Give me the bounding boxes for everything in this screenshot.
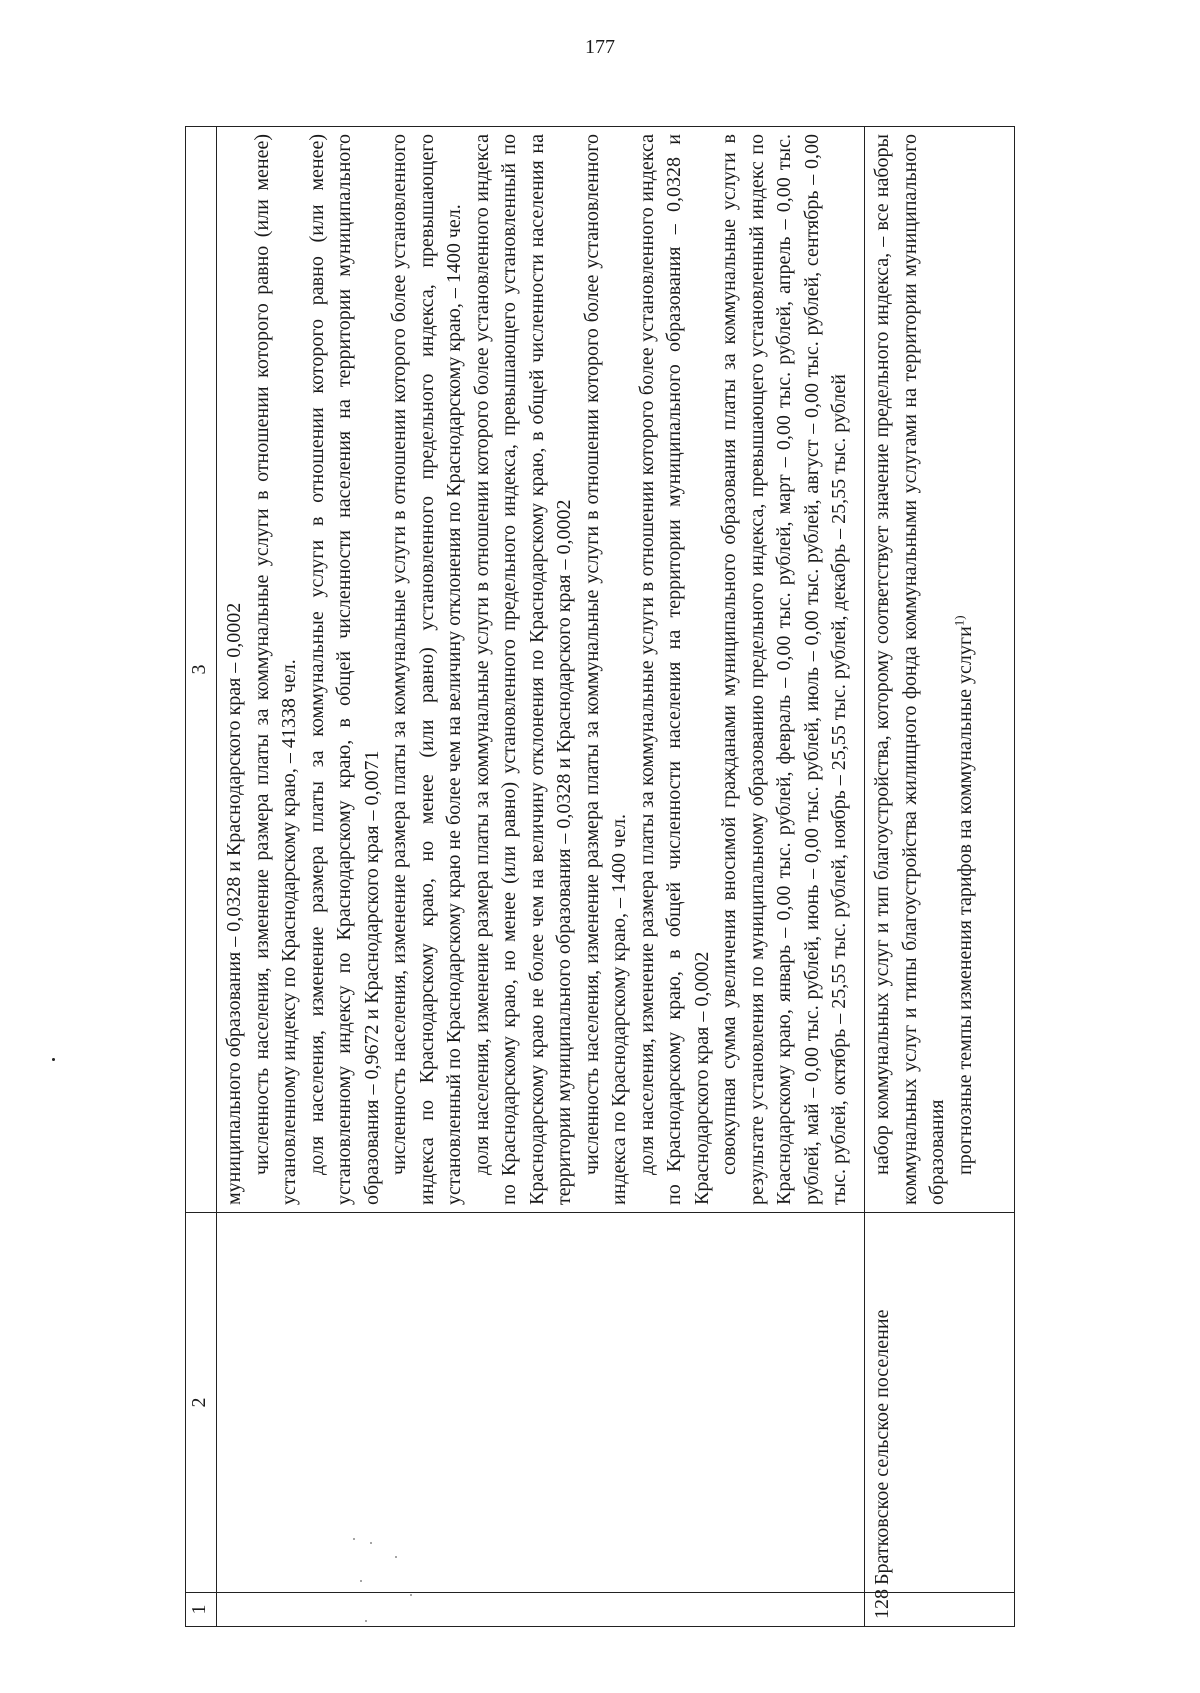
paragraph: набор коммунальных услуг и тип благоустройства, которому соответствует значение предельного индекса, – все наборы коммунальных услуг и типы благоустройства жилищного фонда коммунальными услугами на территории муниципального образования — [871, 134, 948, 1205]
table-row — [865, 127, 1015, 1627]
paragraph: доля населения, изменение размера платы за коммунальные услуги в отношении которого равно (или менее) установленному индексу по Краснодарскому краю, в общей численности населения на территории муниципального образования – 0,9672 и Краснодарского края – 0,0071 — [305, 134, 383, 1205]
header-row — [186, 127, 217, 1627]
page-number: 177 — [585, 36, 615, 58]
scan-speck — [52, 1058, 55, 1061]
paragraph: численность населения, изменение размера платы за коммунальные услуги в отношении которого более установленного индекса по Краснодарскому краю, – 1400 чел. — [580, 134, 630, 1205]
paragraph: численность населения, изменение размера платы за коммунальные услуги в отношении которого равно (или менее) установленному индексу по Краснодарскому краю, – 41338 чел. — [250, 134, 300, 1205]
footnote-mark: 1) — [950, 615, 966, 627]
header-col-2: 2 — [186, 1213, 217, 1593]
row-content-cell — [865, 127, 1015, 1213]
scan-speck — [365, 1620, 367, 1622]
paragraph: доля населения, изменение размера платы за коммунальные услуги в отношении которого более установленного индекса по Краснодарскому краю, но менее (или равно) установленного предельного индекса, превышающего установленный по Краснодарскому краю не более чем на величину отклонения по Краснодарскому краю, в общей численности населения на территории муниципального образования – 0,0328 и Краснодарского края – 0,0002 — [470, 134, 575, 1205]
row-name-cell — [217, 1213, 865, 1593]
paragraph — [952, 134, 980, 1205]
data-table — [185, 126, 1015, 1627]
scan-speck — [360, 1580, 362, 1582]
row-content-cell — [217, 127, 865, 1213]
paragraph: численность населения, изменение размера платы за коммунальные услуги в отношении которого более установленного индекса по Краснодарскому краю, но менее (или равно) установленного предельного индекса, превышающего установленный по Краснодарскому краю не более чем на величину отклонения по Краснодарскому краю, – 1400 чел. — [388, 134, 465, 1205]
scan-speck — [353, 1538, 355, 1540]
header-col-1: 1 — [186, 1593, 217, 1627]
row-number-cell — [217, 1593, 865, 1627]
continued-row — [217, 127, 865, 1627]
header-col-3: 3 — [186, 127, 217, 1213]
municipality-name: Братковское сельское поселение — [865, 1213, 1015, 1593]
rotated-table-wrapper — [185, 127, 1015, 1627]
paragraph: муниципального образования – 0,0328 и Краснодарского края – 0,0002 — [223, 602, 245, 1205]
scan-speck — [370, 1542, 372, 1544]
scan-speck — [410, 1594, 412, 1596]
scan-speck — [395, 1556, 397, 1558]
row-number: 128 — [865, 1593, 1015, 1627]
paragraph-text: прогнозные темпы изменения тарифов на коммунальные услуги — [953, 626, 976, 1175]
paragraph: доля населения, изменение размера платы за коммунальные услуги в отношении которого более установленного индекса по Краснодарскому краю, в общей численности населения на территории муниципального образования – 0,0328 и Краснодарского края – 0,0002 — [635, 134, 713, 1205]
paragraph: совокупная сумма увеличения вносимой гражданами муниципального образования платы за коммунальные услуги в результате установления по муниципальному образованию предельного индекса, превышающего установленный индекс по Краснодарскому краю, январь – 0,00 тыс. рублей, февраль – 0,00 тыс. рублей, март – 0,00 тыс. рублей, апрель – 0,00 тыс. рублей, май – 0,00 тыс. рублей, июнь – 0,00 тыс. рублей, июль – 0,00 тыс. рублей, август – 0,00 тыс. рублей, сентябрь – 0,00 тыс. рублей, октябрь – 25,55 тыс. рублей, ноябрь – 25,55 тыс. рублей, декабрь – 25,55 тыс. рублей — [718, 134, 850, 1205]
